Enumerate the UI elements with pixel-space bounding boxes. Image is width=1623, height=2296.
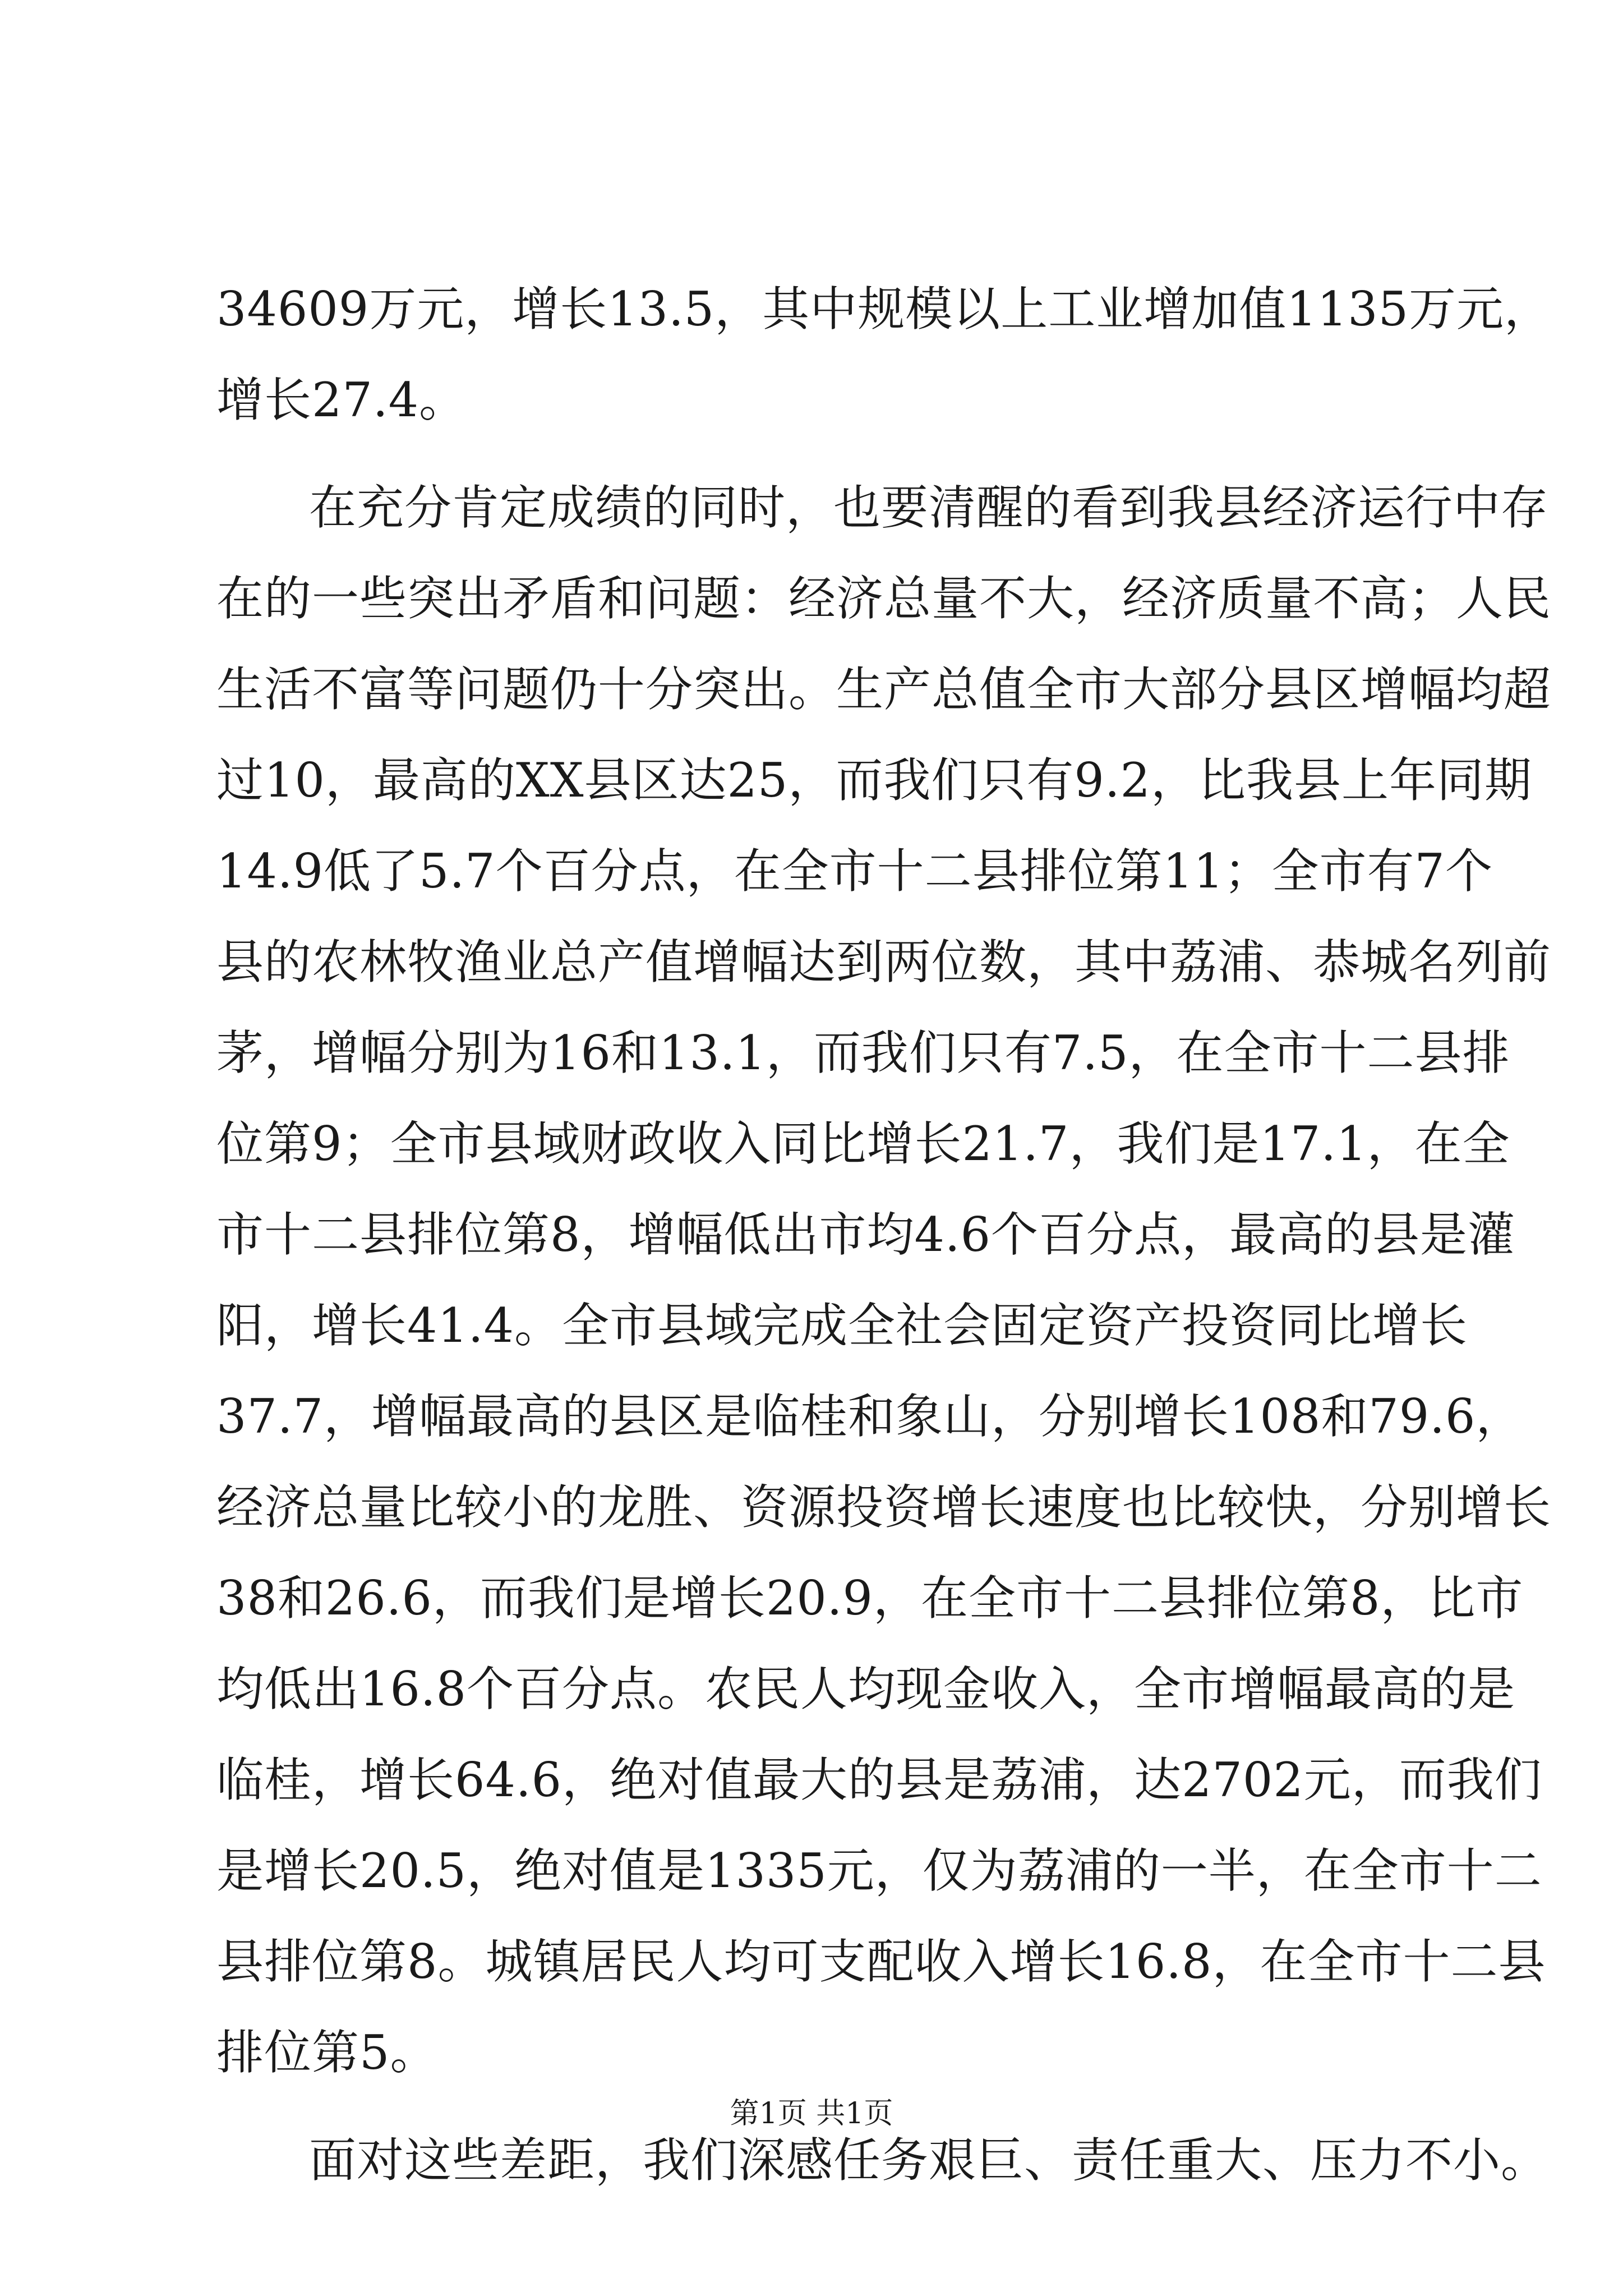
text-line: 县排位第8。城镇居民人均可支配收入增长16.8，在全市十二县 xyxy=(216,1934,1546,1989)
text-line: 37.7，增幅最高的县区是临桂和象山，分别增长108和79.6， xyxy=(216,1389,1524,1444)
text-line: 位第9；全市县域财政收入同比增长21.7，我们是17.1，在全 xyxy=(216,1116,1510,1171)
text-line: 市十二县排位第8，增幅低出市均4.6个百分点，最高的县是灌 xyxy=(216,1207,1516,1262)
document-body xyxy=(216,264,1552,2206)
text-line: 过10，最高的XX县区达25，而我们只有9.2，比我县上年同期 xyxy=(216,753,1532,808)
text-line: 在充分肯定成绩的同时，也要清醒的看到我县经济运行中存 xyxy=(309,480,1549,535)
text-line: 增长27.4。 xyxy=(216,372,467,427)
text-line: 经济总量比较小的龙胜、资源投资增长速度也比较快，分别增长 xyxy=(216,1480,1552,1535)
text-line: 茅，增幅分别为16和13.1，而我们只有7.5，在全市十二县排 xyxy=(216,1025,1510,1080)
text-line: 是增长20.5，绝对值是1335元，仅为荔浦的一半，在全市十二 xyxy=(216,1843,1542,1898)
text-line: 临桂，增长64.6，绝对值最大的县是荔浦，达2702元，而我们 xyxy=(216,1752,1542,1807)
text-line: 14.9低了5.7个百分点，在全市十二县排位第11；全市有7个 xyxy=(216,844,1493,899)
text-line: 面对这些差距，我们深感任务艰巨、责任重大、压力不小。 xyxy=(309,2133,1549,2188)
paragraph-gap xyxy=(216,445,1417,462)
text-line: 排位第5。 xyxy=(216,2025,438,2080)
page-number-footer: 第1页 共1页 xyxy=(730,2097,893,2131)
text-line: 34609万元，增长13.5，其中规模以上工业增加值1135万元， xyxy=(216,282,1552,337)
text-line: 生活不富等问题仍十分突出。生产总值全市大部分县区增幅均超 xyxy=(216,662,1552,717)
text-line: 均低出16.8个百分点。农民人均现金收入，全市增幅最高的是 xyxy=(216,1662,1516,1717)
text-line: 县的农林牧渔业总产值增幅达到两位数，其中荔浦、恭城名列前 xyxy=(216,935,1552,990)
text-line: 38和26.6，而我们是增长20.9，在全市十二县排位第8，比市 xyxy=(216,1571,1524,1626)
text-line: 阳，增长41.4。全市县域完成全社会固定资产投资同比增长 xyxy=(216,1298,1468,1353)
text-line: 在的一些突出矛盾和问题：经济总量不大，经济质量不高；人民 xyxy=(216,571,1552,626)
